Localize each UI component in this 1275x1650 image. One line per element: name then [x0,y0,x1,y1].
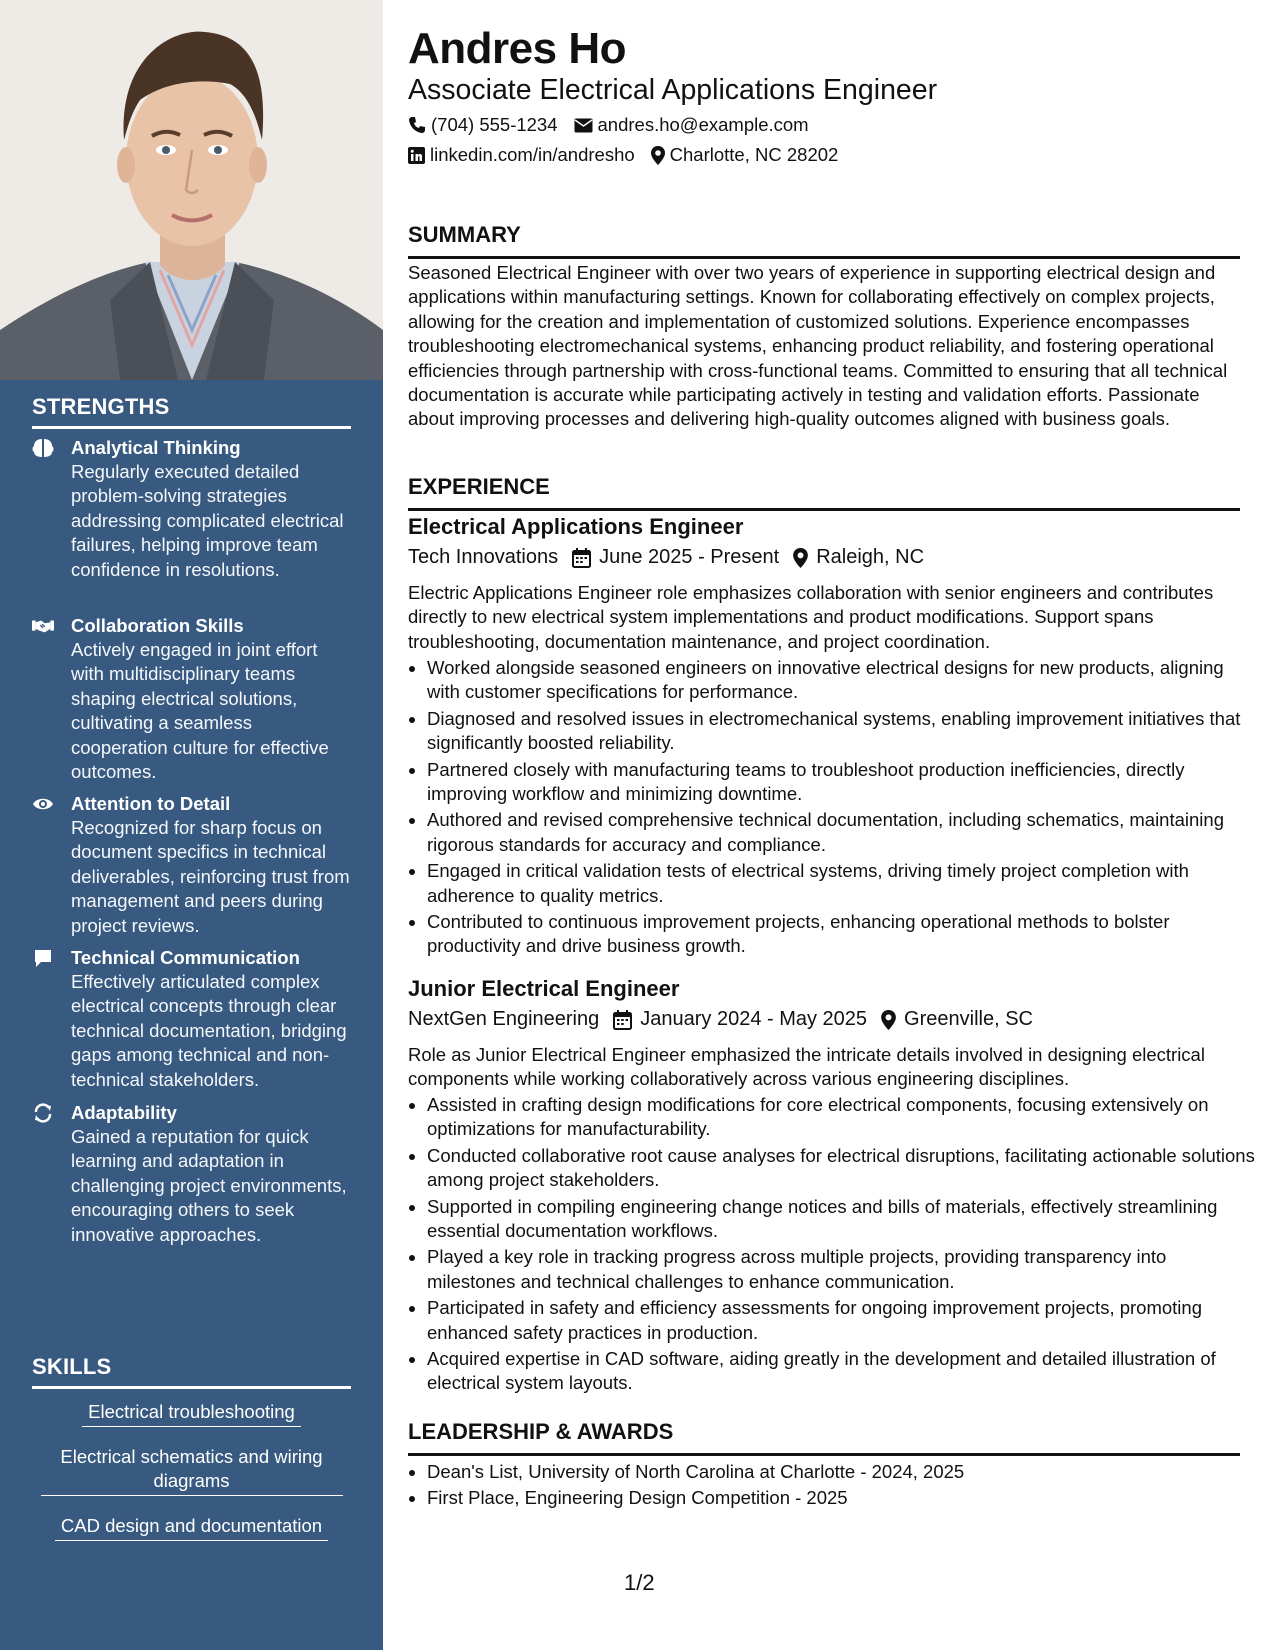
strength-description: Gained a reputation for quick learning and adaptation in challenging project environments, encouraging others to seek innovative approaches. [71,1126,347,1245]
job-title: Junior Electrical Engineer [408,976,680,1001]
awards-list [408,1460,1259,1513]
handshake-icon [32,616,54,636]
contact-row [408,144,854,166]
company-name: Tech Innovations [408,546,559,568]
strength-item [32,436,352,582]
summary-heading: SUMMARY [408,222,1240,259]
job-bullet: • Assisted in crafting design modifications for core electrical components, focusing extensively on optimizations for manufacturability. [427,1093,1259,1142]
strength-description: Effectively articulated complex electrical concepts through clear technical documentation, bridging gaps among technical and non-technical stakeholders. [71,971,347,1090]
award-item: • First Place, Engineering Design Competition - 2025 [427,1486,1259,1510]
strength-title: Attention to Detail [71,793,231,814]
sidebar [0,0,383,1650]
map-pin-icon [793,548,808,568]
job-bullet: • Engaged in critical validation tests of electrical systems, driving timely project completion with adherence to quality metrics. [427,859,1259,908]
strength-title: Collaboration Skills [71,615,244,636]
job-bullet: • Conducted collaborative root cause analyses for electrical disruptions, facilitating actionable solutions among project stakeholders. [427,1144,1259,1193]
job-bullet: • Worked alongside seasoned engineers on innovative electrical designs for new products, aligning with customer specifications for performance. [427,656,1259,705]
linkedin-contact[interactable] [408,144,635,166]
candidate-role: Associate Electrical Applications Engineer [408,74,938,106]
strength-title: Adaptability [71,1102,177,1123]
job-dates [613,1008,867,1031]
job-bullet: • Supported in compiling engineering change notices and bills of materials, effectively streamlining essential documentation workflows. [427,1195,1259,1244]
job-bullets [408,656,1259,961]
skills-list [32,1400,351,1559]
profile-photo [0,0,383,380]
skill-item: CAD design and documentation [55,1514,328,1541]
skills-heading: SKILLS [32,1354,351,1389]
comment-icon [32,948,54,968]
calendar-icon [613,1010,632,1030]
phone-contact [408,114,558,136]
strength-item [32,792,352,938]
job-bullet: • Partnered closely with manufacturing teams to troubleshoot production inefficiencies, directly improving workflow and minimizing downtime. [427,758,1259,807]
email-contact[interactable] [574,114,809,136]
eye-icon [32,794,54,814]
calendar-icon [572,548,591,568]
job-dates [572,546,779,569]
envelope-icon [574,118,593,133]
sync-icon [32,1103,54,1123]
job-bullet: • Authored and revised comprehensive technical documentation, including schematics, maintaining rigorous standards for accuracy and compliance. [427,808,1259,857]
strength-title: Analytical Thinking [71,437,241,458]
strength-description: Recognized for sharp focus on document specifics in technical deliverables, reinforcing trust from management and peers during project reviews. [71,817,350,936]
job-description: Role as Junior Electrical Engineer emphasized the intricate details involved in designing electrical components while working collaboratively across various engineering disciplines. [408,1044,1205,1090]
job-meta [408,546,938,569]
job-dates-text: June 2025 - Present [599,546,780,568]
job-bullet: • Participated in safety and efficiency assessments for ongoing improvement projects, promoting enhanced safety practices in production. [427,1296,1259,1345]
summary-text: Seasoned Electrical Engineer with over two years of experience in supporting electrical design and applications within manufacturing settings. Known for collaborating effectively on complex projects, allowing for the creation and implementation of customized solutions. Experience encompasses troubleshooting electromechanical systems, enhancing product reliability, and fostering operational efficiencies through partnership with cross-functional teams. Committed to ensuring that all technical documentation is accurate while participating actively in testing and validation efforts. Passionate about improving processes and delivering high-quality outcomes aligned with business goals. [408,262,1228,430]
job-location-text: Greenville, SC [904,1008,1033,1030]
strength-description: Regularly executed detailed problem-solving strategies addressing complicated electrical failures, helping improve team confidence in resolutions. [71,461,344,580]
job-bullet: • Played a key role in tracking progress across multiple projects, providing transparency into milestones and technical challenges to enhance communication. [427,1245,1259,1294]
strength-item [32,946,352,1092]
skill-item: Electrical schematics and wiring diagrams [41,1445,343,1496]
job-location [881,1008,1033,1031]
award-item: • Dean's List, University of North Carolina at Charlotte - 2024, 2025 [427,1460,1259,1484]
candidate-name: Andres Ho [408,24,626,73]
map-pin-icon [881,1010,896,1030]
location-contact [651,144,839,166]
location-text: Charlotte, NC 28202 [669,144,839,165]
job-bullet: • Diagnosed and resolved issues in electromechanical systems, enabling improvement initiatives that significantly boosted reliability. [427,707,1259,756]
job-meta [408,1008,1047,1031]
map-pin-icon [651,146,665,165]
linkedin-icon [408,147,425,164]
job-dates-text: January 2024 - May 2025 [640,1008,868,1030]
strength-item [32,614,352,784]
job-location [793,546,924,569]
job-description: Electric Applications Engineer role emphasizes collaboration with senior engineers and contributes directly to new electrical system implementations and product modifications. Support spans troubleshooting, documentation maintenance, and project coordination. [408,582,1214,652]
strength-item [32,1101,352,1247]
job-location-text: Raleigh, NC [816,546,925,568]
job-bullet: • Contributed to continuous improvement projects, enhancing operational methods to bolster productivity and drive business growth. [427,910,1259,959]
job-bullets [408,1093,1259,1398]
brain-icon [32,438,54,458]
awards-heading: LEADERSHIP & AWARDS [408,1419,1240,1456]
email-text[interactable]: andres.ho@example.com [597,114,809,135]
company-name: NextGen Engineering [408,1008,600,1030]
job-title: Electrical Applications Engineer [408,514,744,539]
strength-title: Technical Communication [71,947,300,968]
page-number: 1/2 [624,1570,655,1595]
phone-text: (704) 555-1234 [431,114,558,135]
strength-description: Actively engaged in joint effort with multidisciplinary teams shaping electrical solutions, cultivating a seamless cooperation culture for effective outcomes. [71,639,329,783]
phone-icon [408,116,426,134]
skill-item: Electrical troubleshooting [82,1400,301,1427]
job-bullet: • Acquired expertise in CAD software, aiding greatly in the development and detailed illustration of electrical system layouts. [427,1347,1259,1396]
contact-row [408,114,825,136]
experience-heading: EXPERIENCE [408,474,1240,511]
strengths-heading: STRENGTHS [32,394,351,429]
linkedin-text[interactable]: linkedin.com/in/andresho [430,144,635,165]
